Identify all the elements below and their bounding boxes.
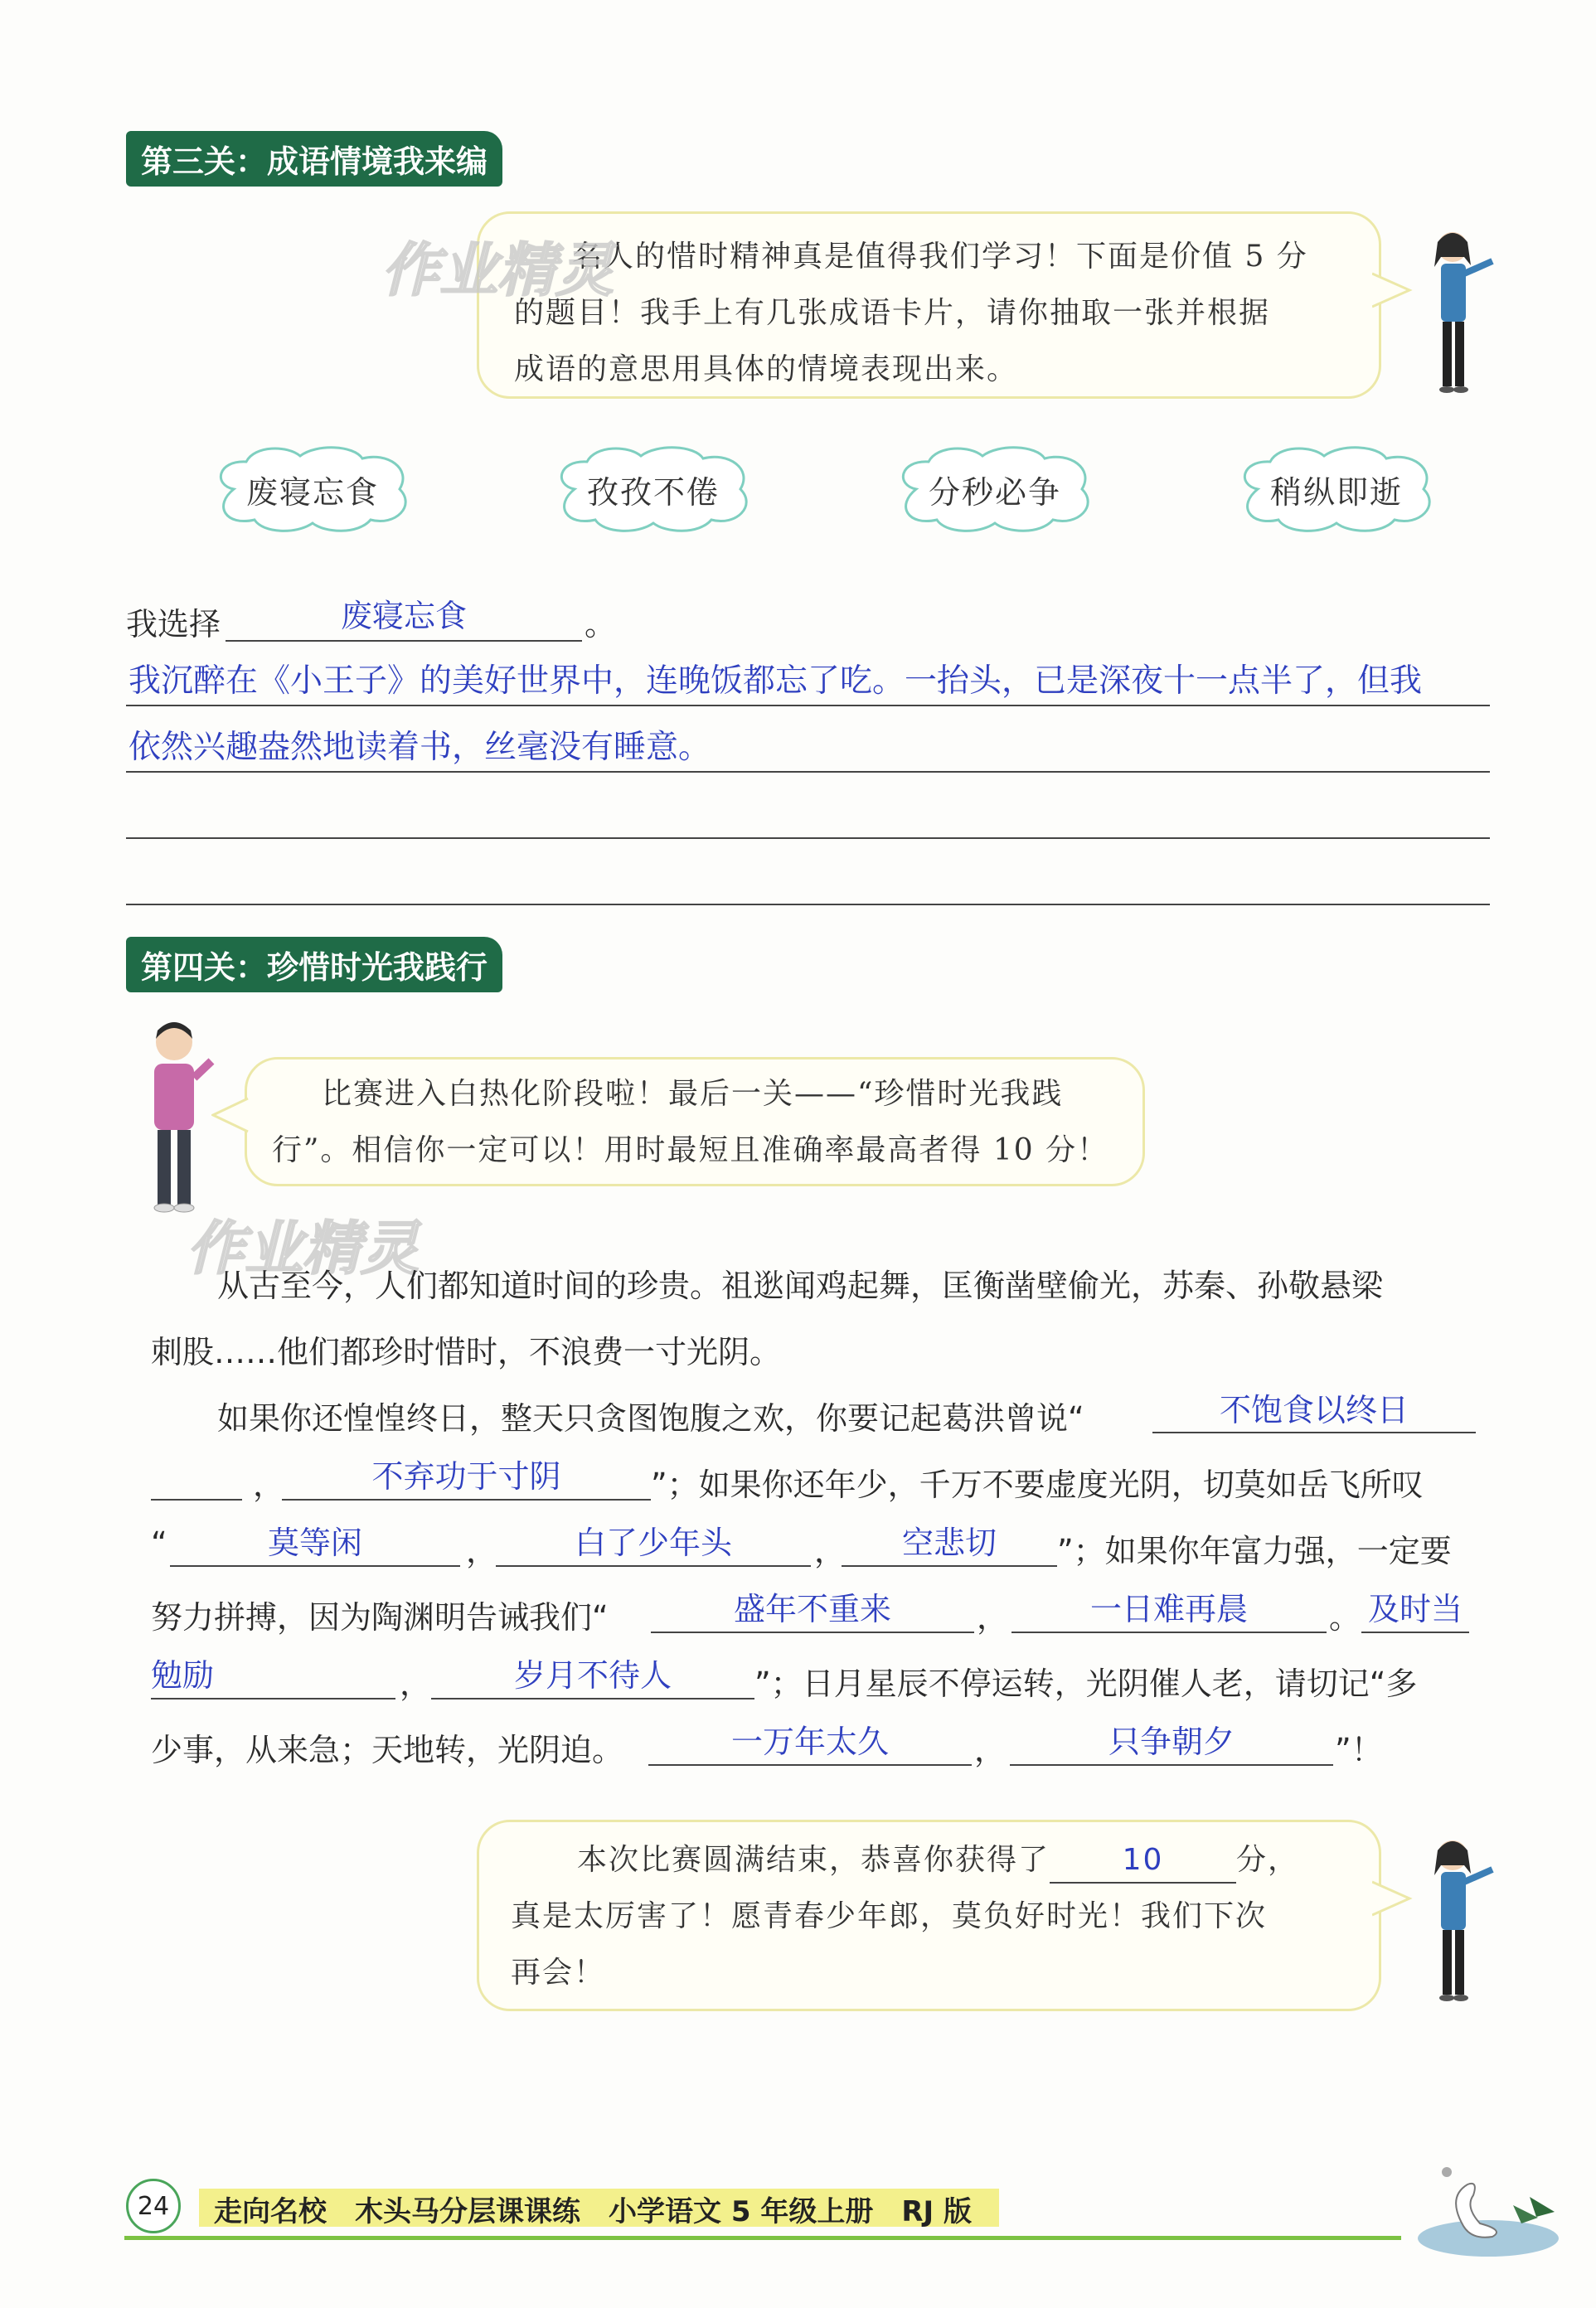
- bubble-line: 行”。相信你一定可以！用时最短且准确率最高者得 10 分！: [272, 1133, 1109, 1167]
- watermark: 作业精灵: [381, 236, 614, 304]
- blank-underline: [151, 1698, 395, 1699]
- bubble-tail: [211, 1094, 249, 1144]
- closing-line-1: 本次比赛圆满结束，恭喜你获得了: [577, 1843, 1050, 1877]
- closing-line-2: 真是太厉害了！愿青春少年郎，莫负好时光！我们下次: [511, 1899, 1268, 1933]
- answer-mao-1[interactable]: 一万年太久: [730, 1724, 889, 1760]
- bubble-line: 成语的意思用具体的情境表现出来。: [514, 352, 1019, 386]
- closing-line-1-tail: 分，: [1236, 1843, 1300, 1877]
- bubble-line: 比赛进入白热化阶段啦！最后一关——“珍惜时光我践: [322, 1077, 1064, 1111]
- comma: ，: [977, 1599, 1009, 1636]
- paragraph-2-line-6: 少事，从来急；天地转，光阴迫。: [151, 1732, 624, 1768]
- section-title-4: 第四关：珍惜时光我践行: [126, 937, 502, 992]
- choose-label: 我选择: [126, 606, 221, 642]
- answer-tao-1[interactable]: 盛年不重来: [733, 1591, 891, 1627]
- comma: ，: [466, 1533, 498, 1569]
- blank-underline: [226, 640, 582, 642]
- idiom-card-label: 稍纵即逝: [1269, 473, 1403, 511]
- host-illustration: [124, 1016, 224, 1215]
- footer-rule: [124, 2236, 1401, 2240]
- score-answer[interactable]: 10: [1050, 1839, 1236, 1884]
- blank-underline: [842, 1565, 1057, 1567]
- answer-ge-1[interactable]: 不饱食以终日: [1219, 1392, 1409, 1428]
- speech-bubble-host-2: [245, 1057, 1145, 1186]
- paragraph-1-line-2: 刺股……他们都珍时惜时，不浪费一寸光阴。: [151, 1334, 782, 1370]
- footer-title: 走向名校 木头马分层课课练 小学语文 5 年级上册 RJ 版: [214, 2195, 972, 2228]
- paragraph-2-line-5: ”；日月星辰不停运转，光阴催人老，请切记“多: [754, 1666, 1418, 1702]
- blank-underline: [496, 1565, 811, 1567]
- answer-tao-3a[interactable]: 及时当: [1367, 1591, 1463, 1627]
- teacher-illustration-top: [1409, 224, 1501, 398]
- closing-line-3: 再会！: [511, 1956, 606, 1990]
- answer-tao-3b[interactable]: 勉励: [151, 1657, 215, 1694]
- blank-underline: [1011, 1632, 1327, 1633]
- period: 。: [1329, 1599, 1361, 1636]
- answer-line-2[interactable]: 依然兴趣盎然地读着书，丝毫没有睡意。: [129, 729, 711, 766]
- blank-underline: [282, 1499, 651, 1501]
- answer-tao-2[interactable]: 一日难再晨: [1089, 1591, 1248, 1627]
- paragraph-1-line-1: 从古至今，人们都知道时间的珍贵。祖逖闻鸡起舞，匡衡凿壁偷光，苏秦、孙敬悬梁: [217, 1268, 1384, 1304]
- watermark: 作业精灵: [187, 1215, 419, 1282]
- answer-yue-1[interactable]: 莫等闲: [267, 1525, 362, 1561]
- writing-line: [126, 904, 1490, 905]
- blank-underline: [431, 1698, 754, 1699]
- answer-ge-2[interactable]: 不弃功于寸阴: [371, 1458, 561, 1495]
- idiom-card-2[interactable]: [550, 444, 757, 535]
- idiom-card-label: 分秒必争: [928, 473, 1061, 511]
- blank-underline: [170, 1565, 460, 1567]
- blank-underline: [1361, 1632, 1469, 1633]
- section-title-3: 第三关：成语情境我来编: [126, 131, 502, 187]
- idiom-card-4[interactable]: [1233, 444, 1440, 535]
- writing-line: [126, 705, 1490, 706]
- bubble-tail: [1372, 1878, 1414, 1927]
- blank-underline: [1010, 1764, 1333, 1766]
- paragraph-2-line-3: ”；如果你年富力强，一定要: [1057, 1533, 1452, 1569]
- idiom-card-label: 废寝忘食: [245, 473, 379, 511]
- blank-underline: [648, 1764, 972, 1766]
- comma: ，: [400, 1666, 432, 1702]
- comma: ，: [974, 1732, 1007, 1768]
- comma: ，: [814, 1533, 847, 1569]
- blank-underline: [151, 1499, 242, 1501]
- writing-line: [126, 771, 1490, 773]
- blank-underline: [1152, 1432, 1476, 1433]
- paragraph-2-line-1: 如果你还惶惶终日，整天只贪图饱腹之欢，你要记起葛洪曾说“: [217, 1400, 1084, 1437]
- blank-underline: [651, 1632, 974, 1633]
- paragraph-2-line-2: ”；如果你还年少，千万不要虚度光阴，切莫如岳飞所叹: [651, 1467, 1424, 1503]
- page-number: 24: [126, 2179, 181, 2233]
- speech-bubble-host-3: [477, 1820, 1381, 2011]
- answer-tao-4[interactable]: 岁月不待人: [513, 1657, 672, 1694]
- bubble-tail: [1372, 269, 1414, 319]
- idiom-card-3[interactable]: [891, 444, 1099, 535]
- choose-end: 。: [585, 606, 617, 642]
- answer-yue-3[interactable]: 空悲切: [901, 1525, 997, 1561]
- comma: ，: [253, 1467, 285, 1503]
- writing-line: [126, 837, 1490, 839]
- answer-yue-2[interactable]: 白了少年头: [574, 1525, 732, 1561]
- paragraph-2-line-6-end: ”！: [1335, 1732, 1383, 1768]
- bubble-line: 的题目！我手上有几张成语卡片，请你抽取一张并根据: [514, 296, 1271, 330]
- idiom-card-1[interactable]: [209, 444, 416, 535]
- teacher-illustration-bottom: [1409, 1832, 1501, 2006]
- answer-line-1[interactable]: 我沉醉在《小王子》的美好世界中，连晚饭都忘了吃。一抬头，已是深夜十一点半了，但我: [129, 662, 1423, 700]
- bubble-line: 名人的惜时精神真是值得我们学习！下面是价值 5 分: [572, 240, 1308, 274]
- swan-decoration: [1414, 2147, 1563, 2263]
- answer-mao-2[interactable]: 只争朝夕: [1108, 1724, 1235, 1760]
- idiom-card-label: 孜孜不倦: [586, 473, 720, 511]
- choose-answer[interactable]: 废寝忘食: [340, 598, 467, 634]
- quote-open: “: [151, 1525, 167, 1562]
- paragraph-2-line-4: 努力拼搏，因为陶渊明告诫我们“: [151, 1599, 609, 1636]
